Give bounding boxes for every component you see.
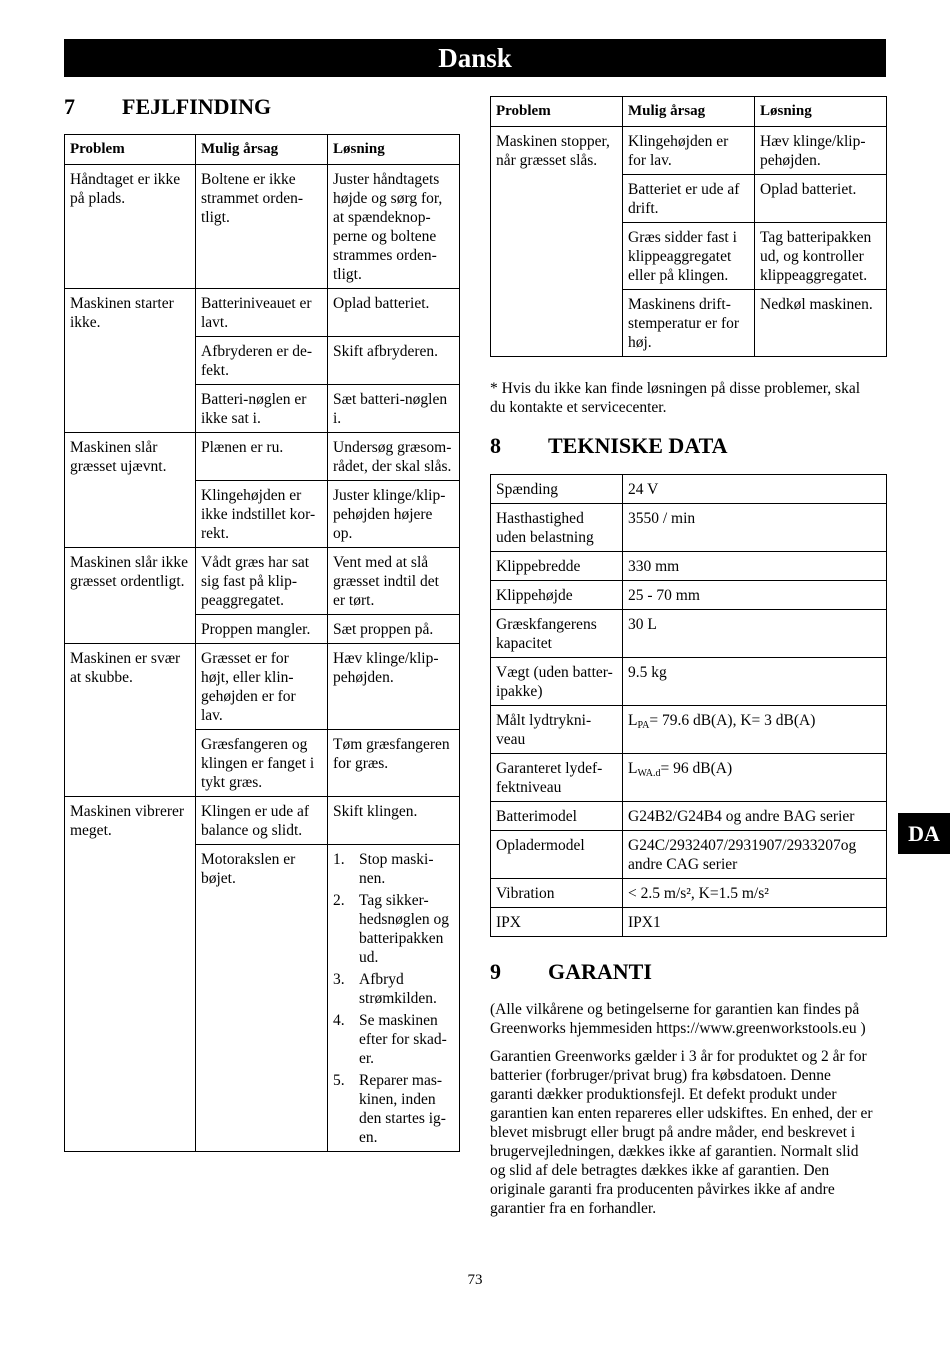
spec-label: IPX (491, 908, 623, 937)
step-text: Tag sikker- hedsnøglen og batteripakken ud. (359, 892, 449, 966)
table-body (65, 165, 460, 1152)
table-cell-cause: Afbryderen er de- fekt. (196, 337, 328, 385)
table-cell-solution: Tøm græsfangeren for græs. (328, 730, 460, 797)
table-cell-solution: Tag batteripakken ud, og kontroller klippeaggregatet. (755, 223, 887, 290)
table-cell-problem: Maskinen slår græsset ujævnt. (65, 433, 196, 548)
spec-value (623, 706, 887, 754)
table-head (491, 97, 887, 127)
table-cell-solution (328, 845, 460, 1152)
step-text: Reparer mas- kinen, inden den startes ig- en. (359, 1072, 446, 1146)
spec-value-subscript: PA (637, 720, 650, 731)
table-body (491, 127, 887, 357)
spec-value: 330 mm (623, 552, 887, 581)
table-header-cell: Mulig årsag (623, 97, 755, 127)
solution-step (333, 891, 457, 967)
page-number: 73 (467, 1272, 483, 1288)
table-header-cell: Problem (491, 97, 623, 127)
table-cell-solution: Oplad batteriet. (755, 175, 887, 223)
table-cell-cause: Plænen er ru. (196, 433, 328, 481)
spec-row (491, 658, 887, 706)
table-body (491, 475, 887, 937)
spec-row (491, 581, 887, 610)
table-cell-problem: Maskinen slår ikke græsset ordentligt. (65, 548, 196, 644)
table-cell-problem: Maskinen starter ikke. (65, 289, 196, 433)
table-cell-solution: Hæv klinge/klip- pehøjden. (328, 644, 460, 730)
spec-label: Hasthastighed uden belastning (491, 504, 623, 552)
language-header-bar: Dansk (64, 39, 886, 77)
section-title: GARANTI (548, 959, 652, 984)
section-heading-troubleshooting (64, 94, 271, 120)
table-header-cell: Problem (65, 135, 196, 165)
spec-label: Batterimodel (491, 802, 623, 831)
spec-row (491, 831, 887, 879)
spec-row (491, 879, 887, 908)
spec-value: 30 L (623, 610, 887, 658)
spec-value: 25 - 70 mm (623, 581, 887, 610)
solution-steps-list (333, 850, 457, 1147)
table-header-row (491, 97, 887, 127)
spec-label: Vibration (491, 879, 623, 908)
spec-label: Klippebredde (491, 552, 623, 581)
spec-row (491, 706, 887, 754)
spec-value: 24 V (623, 475, 887, 504)
spec-row (491, 504, 887, 552)
table-cell-cause: Vådt græs har sat sig fast på klip- peaggregatet. (196, 548, 328, 615)
warranty-paragraph: (Alle vilkårene og betingelserne for garantien kan findes på Greenworks hjemmesiden https://www.greenworkstools.eu ) (490, 1001, 866, 1037)
spec-value (623, 754, 887, 802)
step-number: 4. (333, 1012, 345, 1029)
spec-value: G24B2/G24B4 og andre BAG serier (623, 802, 887, 831)
section-title: TEKNISKE DATA (548, 433, 728, 458)
solution-step (333, 970, 457, 1008)
spec-row (491, 552, 887, 581)
step-number: 3. (333, 971, 345, 988)
table-cell-cause: Motorakslen er bøjet. (196, 845, 328, 1152)
table-cell-cause: Boltene er ikke strammet orden- tligt. (196, 165, 328, 289)
table-row (65, 433, 460, 481)
spec-label: Klippehøjde (491, 581, 623, 610)
troubleshooting-table-continued (490, 96, 887, 357)
table-cell-cause: Klingehøjden er ikke indstillet kor- rekt. (196, 481, 328, 548)
step-number: 2. (333, 892, 345, 909)
table-cell-cause: Græsfangeren og klingen er fanget i tykt græs. (196, 730, 328, 797)
spec-label: Vægt (uden batter- ipakke) (491, 658, 623, 706)
table-cell-solution: Vent med at slå græsset indtil det er tørt. (328, 548, 460, 615)
spec-value: G24C/2932407/2931907/2933207og andre CAG serier (623, 831, 887, 879)
table-cell-solution: Hæv klinge/klip- pehøjden. (755, 127, 887, 175)
spec-value-symbol: L (628, 712, 638, 729)
section-number: 8 (490, 433, 501, 458)
table-cell-solution: Sæt proppen på. (328, 615, 460, 644)
spec-label: Garanteret lydef- fektniveau (491, 754, 623, 802)
table-cell-solution: Sæt batteri-nøglen i. (328, 385, 460, 433)
table-row (65, 289, 460, 337)
step-text: Stop maski- nen. (359, 851, 434, 887)
table-cell-cause: Proppen mangler. (196, 615, 328, 644)
solution-step (333, 1011, 457, 1068)
solution-step (333, 1071, 457, 1147)
solution-step (333, 850, 457, 888)
spec-value: 9.5 kg (623, 658, 887, 706)
step-text: Afbryd strømkilden. (359, 971, 437, 1007)
table-cell-cause: Batteriniveauet er lavt. (196, 289, 328, 337)
spec-label: Opladermodel (491, 831, 623, 879)
table-cell-solution: Skift afbryderen. (328, 337, 460, 385)
troubleshooting-table (64, 134, 460, 1152)
warranty-paragraph: Garantien Greenworks gælder i 3 år for produktet og 2 år for batterier (forbruger/privat brug) fra købsdatoen. Denne garanti dækker produktionsfejl. Et defekt produkt under garantien kan enten repareres eller udskiftes. En enhed, der er blevet misbrugt eller brugt på andre måder, end beskrevet i brugervejledningen, dækkes ikke af garantien. Normalt slid og slid af dele betragtes dækkes ikke af garantien. Den originale garanti fra producenten påvirkes ikke af andre garantier fra en forhandler. (490, 1048, 873, 1217)
spec-value: IPX1 (623, 908, 887, 937)
spec-value: < 2.5 m/s², K=1.5 m/s² (623, 879, 887, 908)
table-cell-problem: Maskinen vibrerer meget. (65, 797, 196, 1152)
table-cell-problem: Maskinen er svær at skubbe. (65, 644, 196, 797)
table-row (65, 548, 460, 615)
spec-label: Græskfangerens kapacitet (491, 610, 623, 658)
table-head (65, 135, 460, 165)
table-row (65, 797, 460, 845)
table-header-cell: Mulig årsag (196, 135, 328, 165)
spec-label: Målt lydtrykni- veau (491, 706, 623, 754)
table-cell-solution: Skift klingen. (328, 797, 460, 845)
table-cell-cause: Klingen er ude af balance og slidt. (196, 797, 328, 845)
spec-value-subscript: WA.d (637, 768, 661, 779)
section-number: 7 (64, 94, 75, 119)
spec-row (491, 754, 887, 802)
table-cell-solution: Juster håndtagets højde og sørg for, at spændeknop- perne og boltene strammes orden- tligt. (328, 165, 460, 289)
section-title: FEJLFINDING (122, 94, 272, 119)
table-cell-problem: Maskinen stopper, når græsset slås. (491, 127, 623, 357)
section-number: 9 (490, 959, 501, 984)
section-heading-technical-data (490, 433, 728, 459)
section-heading-warranty (490, 959, 652, 985)
table-cell-solution: Undersøg græsom- rådet, der skal slås. (328, 433, 460, 481)
table-row (491, 127, 887, 175)
table-cell-cause: Batteriet er ude af drift. (623, 175, 755, 223)
spec-row (491, 908, 887, 937)
spec-row (491, 802, 887, 831)
table-row (65, 165, 460, 289)
technical-data-table (490, 474, 887, 937)
table-cell-cause: Maskinens drift- stemperatur er for høj. (623, 290, 755, 357)
spec-value-text: = 79.6 dB(A), K= 3 dB(A) (649, 712, 816, 729)
spec-value-text: = 96 dB(A) (660, 760, 733, 777)
table-cell-cause: Batteri-nøglen er ikke sat i. (196, 385, 328, 433)
table-header-cell: Løsning (755, 97, 887, 127)
spec-row (491, 610, 887, 658)
table-cell-solution: Nedkøl maskinen. (755, 290, 887, 357)
table-header-row (65, 135, 460, 165)
step-number: 5. (333, 1072, 345, 1089)
table-cell-cause: Græsset er for højt, eller klin- gehøjden er for lav. (196, 644, 328, 730)
step-text: Se maskinen efter for skad- er. (359, 1012, 447, 1067)
table-cell-cause: Klingehøjden er for lav. (623, 127, 755, 175)
table-cell-solution: Oplad batteriet. (328, 289, 460, 337)
spec-row (491, 475, 887, 504)
spec-label: Spænding (491, 475, 623, 504)
table-row (65, 644, 460, 730)
table-cell-problem: Håndtaget er ikke på plads. (65, 165, 196, 289)
table-header-cell: Løsning (328, 135, 460, 165)
language-side-tab: DA (898, 813, 950, 854)
spec-value: 3550 / min (623, 504, 887, 552)
footnote: * Hvis du ikke kan finde løsningen på disse problemer, skal du kontakte et servicecenter. (490, 380, 861, 416)
table-cell-cause: Græs sidder fast i klippeaggregatet eller på klingen. (623, 223, 755, 290)
spec-value-symbol: L (628, 760, 638, 777)
step-number: 1. (333, 851, 345, 868)
table-cell-solution: Juster klinge/klip- pehøjden højere op. (328, 481, 460, 548)
